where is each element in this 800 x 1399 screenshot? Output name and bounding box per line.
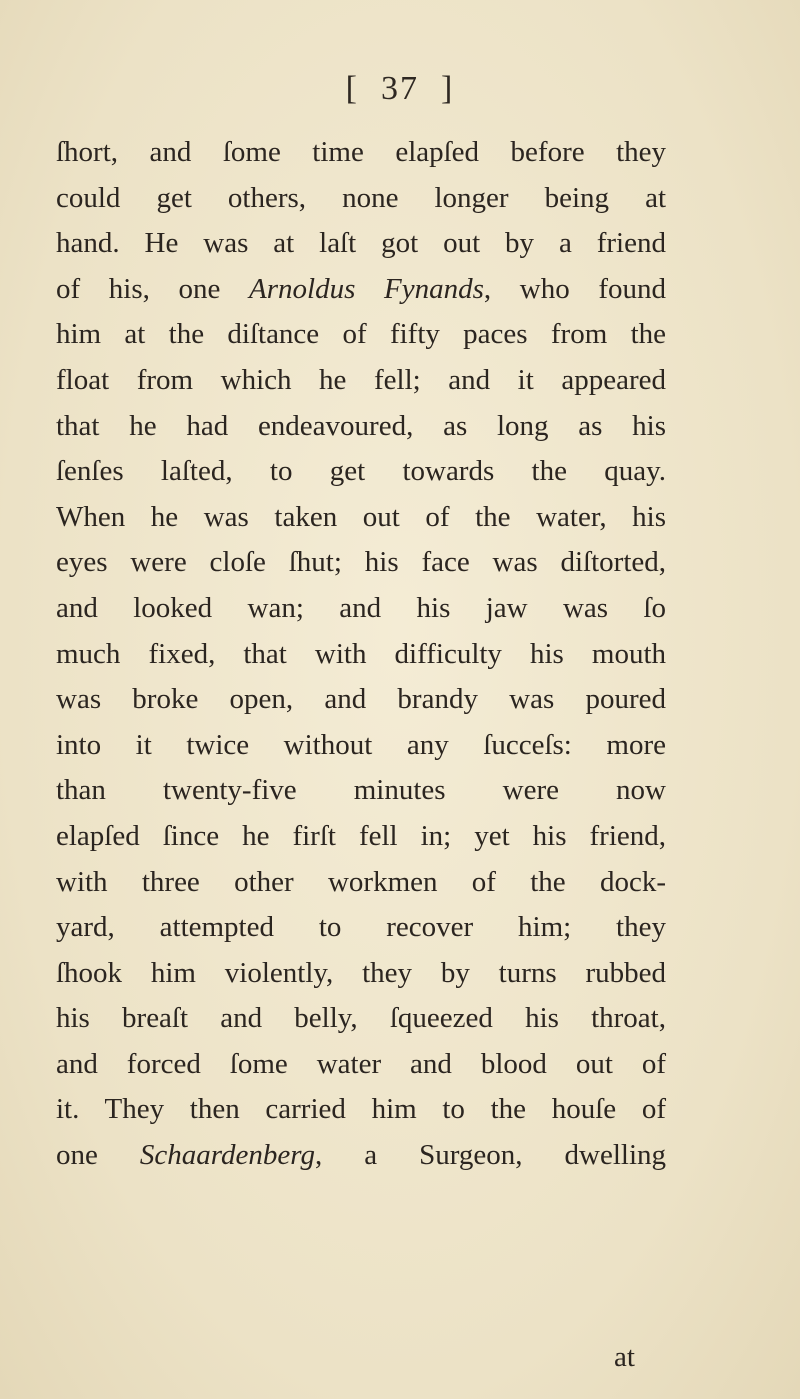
text-line <box>56 221 666 267</box>
text-run: much fixed, that with difficulty his mouth <box>56 637 666 670</box>
text-run: and forced ſome water and blood out of <box>56 1047 666 1080</box>
page-header <box>0 70 800 108</box>
text-line <box>56 677 666 723</box>
text-line <box>56 1042 666 1088</box>
text-line <box>56 768 666 814</box>
text-run: into it twice without any ſucceſs: more <box>56 728 666 761</box>
text-line <box>56 358 666 404</box>
text-line <box>56 267 666 313</box>
text-line <box>56 951 666 997</box>
text-run: with three other workmen of the dock- <box>56 865 666 898</box>
text-line <box>56 404 666 450</box>
text-line <box>56 905 666 951</box>
text-run: elapſed ſince he firſt fell in; yet his friend, <box>56 819 666 852</box>
text-run: ſenſes laſted, to get towards the quay. <box>56 455 666 488</box>
text-run: his breaſt and belly, ſqueezed his throat, <box>56 1002 666 1035</box>
text-run: float from which he fell; and it appeared <box>56 363 666 396</box>
header-close-bracket: ] <box>441 70 455 107</box>
text-line <box>56 130 666 176</box>
text-line <box>56 723 666 769</box>
text-line <box>56 586 666 632</box>
text-run: it. They then carried him to the houſe of <box>56 1093 666 1126</box>
text-run: , a Surgeon, dwelling <box>314 1139 667 1172</box>
text-line <box>56 814 666 860</box>
italic-name: Schaardenberg <box>139 1139 315 1172</box>
text-run: that he had endeavoured, as long as his <box>56 409 666 442</box>
text-line <box>56 495 666 541</box>
catchword: at <box>614 1341 635 1373</box>
text-line <box>56 1133 666 1179</box>
text-line <box>56 176 666 222</box>
text-run: than twenty-five minutes were now <box>56 774 666 807</box>
text-run: yard, attempted to recover him; they <box>56 911 666 944</box>
text-line <box>56 312 666 358</box>
text-line <box>56 1087 666 1133</box>
text-run: When he was taken out of the water, his <box>56 500 666 533</box>
italic-name: Arnoldus Fynands <box>249 272 484 305</box>
text-run: him at the diſtance of fifty paces from the <box>56 318 666 351</box>
text-run: one <box>56 1139 140 1172</box>
text-line <box>56 449 666 495</box>
text-run: ſhook him violently, they by turns rubbed <box>56 956 666 989</box>
text-line <box>56 860 666 906</box>
text-line <box>56 632 666 678</box>
text-run: hand. He was at laſt got out by a friend <box>56 227 666 260</box>
text-run: of his, one <box>56 272 250 305</box>
text-run: ſhort, and ſome time elapſed before they <box>56 136 666 168</box>
page-number: 37 <box>381 70 419 107</box>
text-run: , who found <box>483 272 667 305</box>
body-text <box>56 130 666 1179</box>
text-line <box>56 996 666 1042</box>
text-run: could get others, none longer being at <box>56 181 666 214</box>
text-run: eyes were cloſe ſhut; his face was diſtorted, <box>56 546 666 579</box>
text-line <box>56 540 666 586</box>
text-run: and looked wan; and his jaw was ſo <box>56 591 666 624</box>
header-open-bracket: [ <box>345 70 359 107</box>
text-run: was broke open, and brandy was poured <box>56 683 666 716</box>
